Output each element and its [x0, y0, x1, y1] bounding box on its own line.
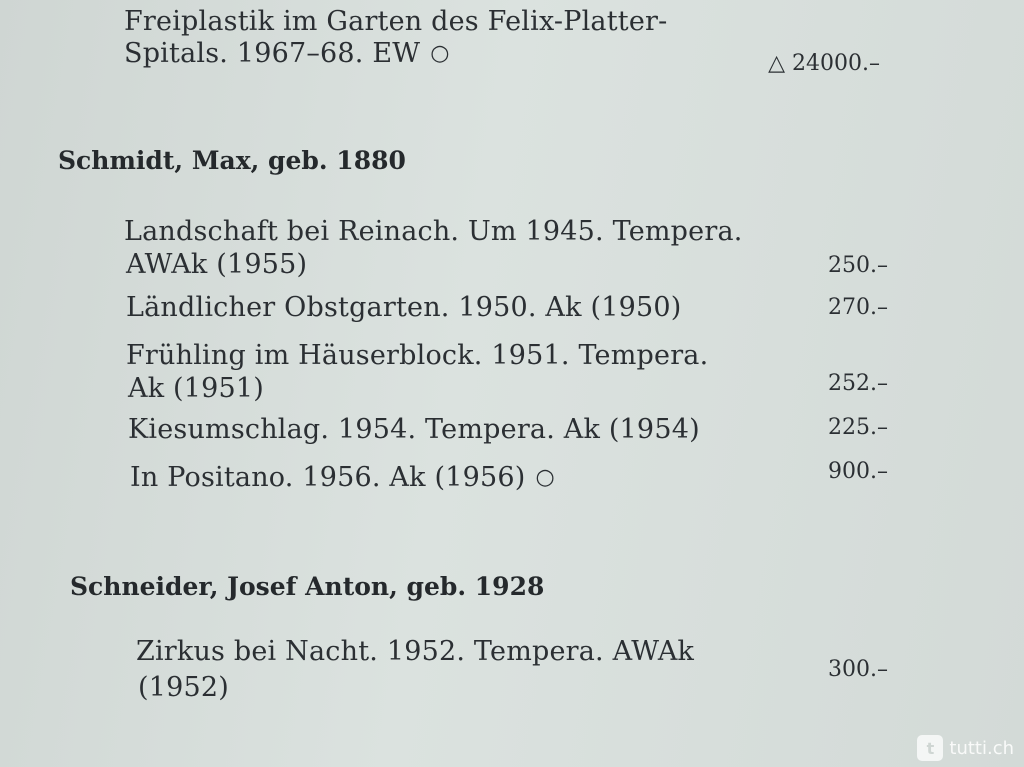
circle-icon: ○: [535, 465, 555, 490]
tutti-logo-icon: t: [917, 735, 943, 761]
price: 225.–: [828, 415, 888, 440]
price: 250.–: [828, 253, 888, 278]
entry-line: Ländlicher Obstgarten. 1950. Ak (1950): [126, 292, 682, 323]
watermark: [917, 735, 1014, 761]
entry-line: (1952): [138, 672, 229, 703]
price: △ 24000.–: [768, 51, 880, 76]
artist-heading: Schmidt, Max, geb. 1880: [58, 146, 406, 175]
entry-line: Frühling im Häuserblock. 1951. Tempera.: [126, 340, 709, 371]
price: 900.–: [828, 459, 888, 484]
circle-icon: ○: [430, 41, 450, 66]
price: 252.–: [828, 371, 888, 396]
entry-line: Zirkus bei Nacht. 1952. Tempera. AWAk: [136, 636, 695, 667]
entry-line: In Positano. 1956. Ak (1956) ○: [130, 462, 555, 493]
entry-line: Landschaft bei Reinach. Um 1945. Tempera.: [124, 216, 743, 247]
entry-line: Freiplastik im Garten des Felix-Platter-: [124, 6, 668, 37]
entry-line: AWAk (1955): [126, 249, 308, 280]
entry-line: Kiesumschlag. 1954. Tempera. Ak (1954): [128, 414, 700, 445]
watermark-text: tutti.ch: [949, 737, 1014, 759]
entry-line: Spitals. 1967–68. EW ○: [124, 38, 450, 69]
price: 300.–: [828, 657, 888, 682]
price: 270.–: [828, 295, 888, 320]
entry-line: Ak (1951): [128, 373, 265, 404]
artist-heading: Schneider, Josef Anton, geb. 1928: [70, 572, 545, 601]
